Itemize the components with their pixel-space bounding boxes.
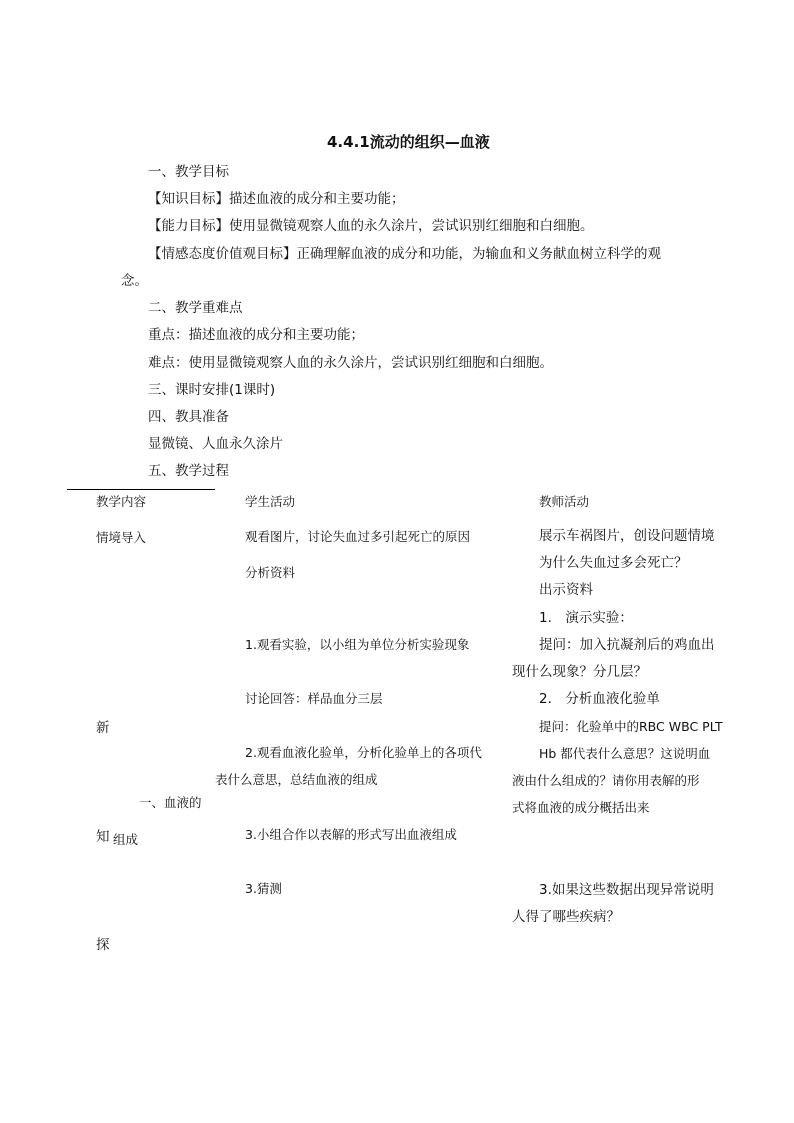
document-title: 4.4.1流动的组织—血液 (327, 133, 490, 151)
teacher-activity-line6: 现什么现象？分几层？ (512, 664, 647, 680)
section-heading-key-points: 二、教学重难点 (148, 300, 243, 316)
emotion-objective-line2: 念。 (121, 273, 148, 289)
section-heading-schedule: 三、课时安排(1课时) (148, 382, 276, 398)
content-intro: 情境导入 (96, 530, 147, 545)
content-xin: 新 (96, 720, 110, 736)
table-header-teacher: 教师活动 (539, 494, 590, 509)
teacher-activity-line3: 出示资料 (539, 582, 593, 598)
student-activity-4: 讨论回答：样品血分三层 (245, 691, 383, 706)
content-blood-part1: 一、血液的 (139, 795, 202, 810)
content-zhi: 知 (96, 829, 110, 845)
student-activity-5a: 2.观看血液化验单，分析化验单上的各项代 (245, 745, 482, 760)
content-tan: 探 (96, 937, 110, 953)
section-heading-objectives: 一、教学目标 (148, 164, 229, 180)
teacher-activity-line9: Hb 都代表什么意思？这说明血 (539, 746, 711, 761)
key-point: 重点：描述血液的成分和主要功能； (148, 327, 364, 343)
section-heading-process: 五、教学过程 (148, 463, 229, 479)
teacher-activity-line2: 为什么失血过多会死亡？ (539, 555, 688, 571)
student-activity-2: 分析资料 (245, 565, 296, 580)
table-header-student: 学生活动 (245, 494, 296, 509)
table-top-rule (67, 489, 215, 490)
teacher-activity-line13: 人得了哪些疾病？ (512, 909, 620, 925)
knowledge-objective: 【知识目标】描述血液的成分和主要功能； (148, 191, 405, 207)
student-activity-5b: 表什么意思，总结血液的组成 (215, 772, 378, 787)
teacher-activity-line1: 展示车祸图片，创设问题情境 (539, 528, 715, 544)
student-activity-3: 1.观看实验，以小组为单位分析实验现象 (245, 637, 470, 652)
student-activity-1: 观看图片，讨论失血过多引起死亡的原因 (245, 529, 471, 544)
content-blood-part2: 组成 (113, 832, 139, 847)
teacher-activity-line10: 液由什么组成的？请你用表解的形 (512, 773, 700, 788)
tools-list: 显微镜、人血永久涂片 (148, 436, 283, 452)
teacher-activity-line8: 提问：化验单中的RBC WBC PLT (539, 719, 723, 734)
teacher-activity-line7: 2. 分析血液化验单 (539, 691, 660, 707)
student-activity-7: 3.猜测 (245, 881, 282, 896)
teacher-activity-line12: 3.如果这些数据出现异常说明 (539, 882, 714, 898)
emotion-objective-line1: 【情感态度价值观目标】正确理解血液的成分和功能，为输血和义务献血树立科学的观 (148, 246, 661, 262)
student-activity-6: 3.小组合作以表解的形式写出血液组成 (245, 827, 457, 842)
teacher-activity-line4: 1. 演示实验： (539, 610, 633, 626)
table-header-content: 教学内容 (96, 494, 147, 509)
teacher-activity-line5: 提问：加入抗凝剂后的鸡血出 (539, 637, 715, 653)
difficult-point: 难点：使用显微镜观察人血的永久涂片，尝试识别红细胞和白细胞。 (148, 355, 553, 371)
section-heading-tools: 四、教具准备 (148, 409, 229, 425)
teacher-activity-line11: 式将血液的成分概括出来 (512, 800, 650, 815)
ability-objective: 【能力目标】使用显微镜观察人血的永久涂片，尝试识别红细胞和白细胞。 (148, 218, 594, 234)
